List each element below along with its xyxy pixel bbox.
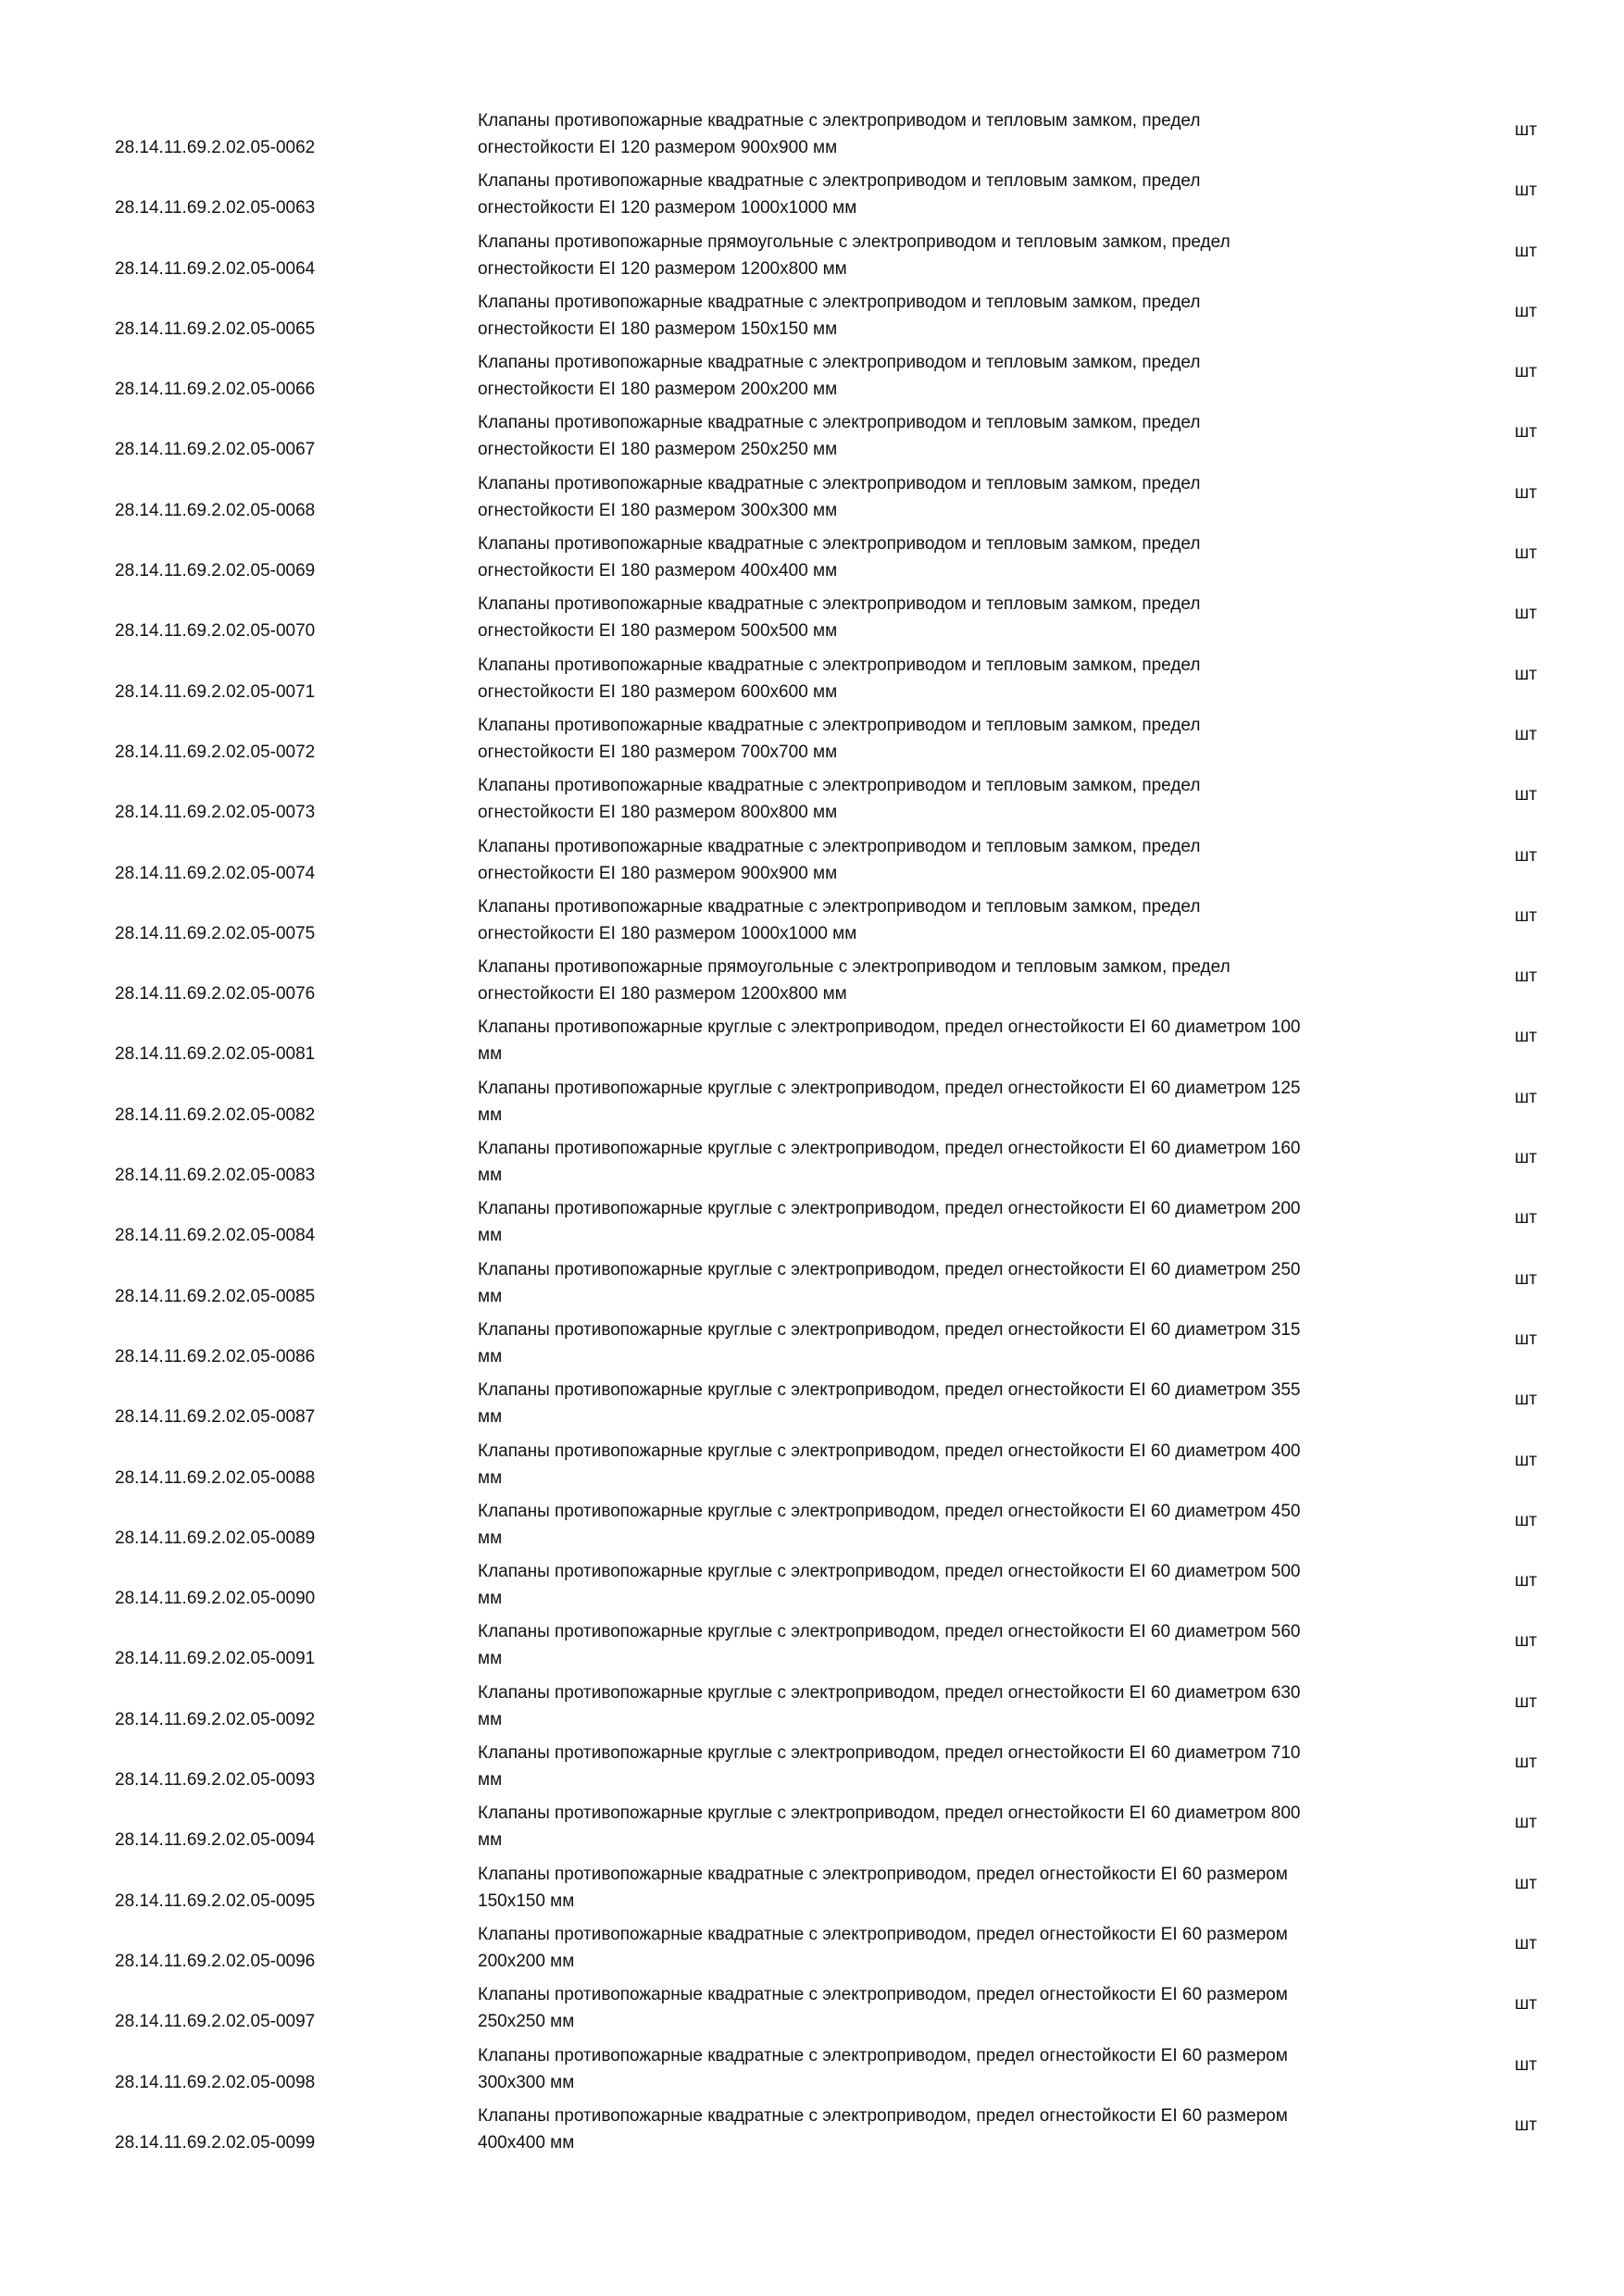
item-description [478, 652, 1441, 705]
item-description-line1: Клапаны противопожарные квадратные с электроприводом и тепловым замком, предел [478, 111, 1201, 131]
item-description-line1: Клапаны противопожарные круглые с электроприводом, предел огнестойкости EI 60 диаметром 450 [478, 1501, 1301, 1521]
item-unit: шт [1515, 362, 1537, 382]
table-row [0, 1132, 1624, 1192]
item-description-line1: Клапаны противопожарные круглые с электроприводом, предел огнестойкости EI 60 диаметром 500 [478, 1562, 1301, 1582]
item-description [478, 1921, 1441, 1975]
item-description-line1: Клапаны противопожарные круглые с электроприводом, предел огнестойкости EI 60 диаметром 315 [478, 1319, 1301, 1340]
item-code: 28.14.11.69.2.02.05-0089 [115, 1528, 316, 1548]
item-description-line2: огнестойкости EI 180 размером 200х200 мм [478, 380, 838, 400]
item-description-line1: Клапаны противопожарные круглые с электроприводом, предел огнестойкости EI 60 диаметром 400 [478, 1441, 1301, 1461]
item-unit: шт [1515, 905, 1537, 926]
table-row [0, 1555, 1624, 1616]
item-unit: шт [1515, 301, 1537, 321]
item-code: 28.14.11.69.2.02.05-0087 [115, 1407, 316, 1428]
item-description-line1: Клапаны противопожарные круглые с электроприводом, предел огнестойкости EI 60 диаметром 200 [478, 1199, 1301, 1219]
item-description-line2: мм [478, 1649, 503, 1669]
item-description [478, 1679, 1441, 1733]
item-description [478, 409, 1441, 463]
item-description [478, 229, 1441, 282]
item-description [478, 1618, 1441, 1672]
item-code: 28.14.11.69.2.02.05-0073 [115, 803, 316, 823]
item-description-line1: Клапаны противопожарные круглые с электроприводом, предел огнестойкости EI 60 диаметром 710 [478, 1743, 1301, 1764]
item-unit: шт [1515, 1510, 1537, 1530]
item-unit: шт [1515, 1813, 1537, 1833]
item-description-line2: огнестойкости EI 180 размером 300х300 мм [478, 500, 838, 520]
item-description-line1: Клапаны противопожарные прямоугольные с электроприводом и тепловым замком, предел [478, 957, 1230, 978]
item-unit: шт [1515, 1933, 1537, 1953]
item-description-line2: огнестойкости EI 180 размером 600х600 мм [478, 681, 838, 702]
item-code: 28.14.11.69.2.02.05-0092 [115, 1709, 316, 1729]
table-row [0, 649, 1624, 709]
item-code: 28.14.11.69.2.02.05-0084 [115, 1226, 316, 1246]
item-description [478, 1014, 1441, 1067]
item-description-line1: Клапаны противопожарные круглые с электроприводом, предел огнестойкости EI 60 диаметром 250 [478, 1259, 1301, 1279]
item-unit: шт [1515, 604, 1537, 624]
item-description-line1: Клапаны противопожарные квадратные с электроприводом и тепловым замком, предел [478, 292, 1201, 312]
item-description-line1: Клапаны противопожарные квадратные с электроприводом и тепловым замком, предел [478, 473, 1201, 493]
table-row [0, 830, 1624, 891]
table-row [0, 588, 1624, 648]
item-description [478, 954, 1441, 1007]
item-description-line2: огнестойкости EI 180 размером 800х800 мм [478, 803, 838, 823]
item-description-line1: Клапаны противопожарные квадратные с электроприводом, предел огнестойкости EI 60 размером [478, 1924, 1288, 1944]
item-unit: шт [1515, 1571, 1537, 1591]
item-description [478, 107, 1441, 161]
item-unit: шт [1515, 2054, 1537, 2075]
item-code: 28.14.11.69.2.02.05-0064 [115, 258, 316, 279]
table-row [0, 951, 1624, 1011]
item-unit: шт [1515, 1268, 1537, 1289]
item-unit: шт [1515, 543, 1537, 564]
item-code: 28.14.11.69.2.02.05-0097 [115, 2012, 316, 2032]
item-unit: шт [1515, 1873, 1537, 1893]
table-row [0, 1435, 1624, 1495]
table-row [0, 709, 1624, 769]
item-description-line1: Клапаны противопожарные квадратные с электроприводом и тепловым замком, предел [478, 353, 1201, 373]
item-description-line2: мм [478, 1104, 503, 1125]
item-code: 28.14.11.69.2.02.05-0091 [115, 1649, 316, 1669]
item-unit: шт [1515, 1208, 1537, 1229]
item-description [478, 530, 1441, 584]
item-description [478, 1377, 1441, 1430]
item-code: 28.14.11.69.2.02.05-0075 [115, 923, 316, 943]
table-row [0, 468, 1624, 528]
item-unit: шт [1515, 482, 1537, 503]
item-description [478, 893, 1441, 947]
item-unit: шт [1515, 1390, 1537, 1410]
item-description-line2: мм [478, 1830, 503, 1851]
item-code: 28.14.11.69.2.02.05-0099 [115, 2132, 316, 2152]
item-description-line1: Клапаны противопожарные квадратные с электроприводом и тепловым замком, предел [478, 776, 1201, 796]
table-row [0, 1254, 1624, 1314]
item-description [478, 1195, 1441, 1249]
item-unit: шт [1515, 181, 1537, 201]
item-description-line2: огнестойкости EI 180 размером 500х500 мм [478, 621, 838, 642]
table-row [0, 286, 1624, 346]
item-description [478, 2103, 1441, 2156]
table-row [0, 891, 1624, 951]
item-description [478, 1256, 1441, 1310]
item-description-line2: огнестойкости EI 180 размером 700х700 мм [478, 742, 838, 762]
item-description-line1: Клапаны противопожарные квадратные с электроприводом и тепловым замком, предел [478, 896, 1201, 917]
item-description-line1: Клапаны противопожарные квадратные с электроприводом, предел огнестойкости EI 60 размером [478, 1864, 1288, 1884]
item-unit: шт [1515, 1087, 1537, 1107]
item-description [478, 349, 1441, 403]
item-unit: шт [1515, 422, 1537, 443]
item-code: 28.14.11.69.2.02.05-0072 [115, 742, 316, 762]
item-description-line1: Клапаны противопожарные квадратные с электроприводом и тепловым замком, предел [478, 534, 1201, 555]
item-code: 28.14.11.69.2.02.05-0067 [115, 440, 316, 460]
item-description-line2: мм [478, 1226, 503, 1246]
table-row [0, 226, 1624, 286]
item-code: 28.14.11.69.2.02.05-0081 [115, 1044, 316, 1065]
item-description-line1: Клапаны противопожарные круглые с электроприводом, предел огнестойкости EI 60 диаметром 800 [478, 1803, 1301, 1824]
table-row [0, 1858, 1624, 1918]
item-code: 28.14.11.69.2.02.05-0088 [115, 1467, 316, 1488]
item-code: 28.14.11.69.2.02.05-0093 [115, 1770, 316, 1791]
item-description [478, 470, 1441, 524]
item-code: 28.14.11.69.2.02.05-0065 [115, 318, 316, 339]
item-description-line2: огнестойкости EI 180 размером 150х150 мм [478, 318, 838, 339]
item-code: 28.14.11.69.2.02.05-0090 [115, 1589, 316, 1609]
table-row [0, 1011, 1624, 1071]
item-description-line2: мм [478, 1166, 503, 1186]
item-description-line2: мм [478, 1044, 503, 1065]
table-row [0, 1797, 1624, 1857]
table-row [0, 1374, 1624, 1434]
item-code: 28.14.11.69.2.02.05-0070 [115, 621, 316, 642]
item-unit: шт [1515, 1450, 1537, 1470]
item-code: 28.14.11.69.2.02.05-0069 [115, 561, 316, 581]
item-description-line2: мм [478, 1286, 503, 1306]
item-description-line2: огнестойкости EI 180 размером 250х250 мм [478, 440, 838, 460]
item-unit: шт [1515, 1994, 1537, 2015]
item-description-line2: огнестойкости EI 180 размером 900х900 мм [478, 863, 838, 883]
item-code: 28.14.11.69.2.02.05-0068 [115, 500, 316, 520]
item-description-line2: огнестойкости EI 180 размером 1000х1000 мм [478, 923, 857, 943]
item-unit: шт [1515, 1691, 1537, 1712]
table-row [0, 2040, 1624, 2100]
item-unit: шт [1515, 967, 1537, 987]
item-description [478, 1438, 1441, 1491]
item-description [478, 591, 1441, 644]
item-description [478, 1558, 1441, 1612]
table-row [0, 1737, 1624, 1797]
table-row [0, 1918, 1624, 1978]
item-unit: шт [1515, 664, 1537, 684]
item-code: 28.14.11.69.2.02.05-0062 [115, 138, 316, 157]
item-code: 28.14.11.69.2.02.05-0071 [115, 681, 316, 702]
item-description-line1: Клапаны противопожарные квадратные с электроприводом и тепловым замком, предел [478, 594, 1201, 615]
item-unit: шт [1515, 1753, 1537, 1773]
item-description-line1: Клапаны противопожарные круглые с электроприводом, предел огнестойкости EI 60 диаметром 355 [478, 1380, 1301, 1401]
item-unit: шт [1515, 120, 1537, 140]
item-description [478, 1861, 1441, 1915]
item-code: 28.14.11.69.2.02.05-0076 [115, 984, 316, 1004]
item-code: 28.14.11.69.2.02.05-0095 [115, 1890, 316, 1911]
item-description [478, 1498, 1441, 1552]
item-description-line2: 150х150 мм [478, 1890, 575, 1911]
item-description-line2: мм [478, 1346, 503, 1366]
item-description-line2: огнестойкости EI 120 размером 1000х1000 мм [478, 198, 857, 218]
table-row [0, 1192, 1624, 1253]
item-unit: шт [1515, 1631, 1537, 1652]
item-unit: шт [1515, 845, 1537, 866]
item-description-line1: Клапаны противопожарные квадратные с электроприводом и тепловым замком, предел [478, 655, 1201, 675]
item-description-line2: 200х200 мм [478, 1951, 575, 1971]
item-code: 28.14.11.69.2.02.05-0098 [115, 2072, 316, 2092]
item-code: 28.14.11.69.2.02.05-0074 [115, 863, 316, 883]
table-row [0, 1978, 1624, 2039]
item-description-line2: мм [478, 1467, 503, 1488]
item-description-line1: Клапаны противопожарные квадратные с электроприводом и тепловым замком, предел [478, 171, 1201, 192]
item-unit: шт [1515, 2115, 1537, 2135]
item-description-line2: огнестойкости EI 180 размером 1200х800 мм [478, 984, 847, 1004]
item-unit: шт [1515, 724, 1537, 744]
item-description-line2: мм [478, 1407, 503, 1428]
table-row [0, 346, 1624, 406]
item-description-line1: Клапаны противопожарные квадратные с электроприводом, предел огнестойкости EI 60 размером [478, 1985, 1288, 2005]
item-description-line1: Клапаны противопожарные квадратные с электроприводом, предел огнестойкости EI 60 размером [478, 2105, 1288, 2126]
item-table [0, 105, 1624, 2160]
item-code: 28.14.11.69.2.02.05-0066 [115, 380, 316, 400]
item-description-line2: огнестойкости EI 120 размером 1200х800 мм [478, 258, 847, 279]
table-row [0, 1495, 1624, 1555]
item-description [478, 168, 1441, 221]
table-row [0, 1072, 1624, 1132]
item-description-line2: мм [478, 1770, 503, 1791]
item-description [478, 833, 1441, 887]
table-row [0, 528, 1624, 588]
table-row [0, 406, 1624, 467]
table-row [0, 2100, 1624, 2160]
table-row [0, 165, 1624, 225]
item-description-line1: Клапаны противопожарные квадратные с электроприводом и тепловым замком, предел [478, 715, 1201, 735]
item-unit: шт [1515, 785, 1537, 805]
item-code: 28.14.11.69.2.02.05-0083 [115, 1166, 316, 1186]
item-description-line1: Клапаны противопожарные круглые с электроприводом, предел огнестойкости EI 60 диаметром 630 [478, 1682, 1301, 1703]
table-row [0, 105, 1624, 165]
item-description-line2: огнестойкости EI 180 размером 400х400 мм [478, 561, 838, 581]
item-description-line1: Клапаны противопожарные круглые с электроприводом, предел огнестойкости EI 60 диаметром 560 [478, 1622, 1301, 1642]
table-row [0, 1677, 1624, 1737]
item-description [478, 1800, 1441, 1853]
item-description-line1: Клапаны противопожарные квадратные с электроприводом и тепловым замком, предел [478, 836, 1201, 856]
item-description-line1: Клапаны противопожарные круглые с электроприводом, предел огнестойкости EI 60 диаметром 100 [478, 1017, 1301, 1038]
item-code: 28.14.11.69.2.02.05-0094 [115, 1830, 316, 1851]
table-row [0, 1616, 1624, 1676]
item-description-line2: 250х250 мм [478, 2012, 575, 2032]
item-description [478, 712, 1441, 766]
item-unit: шт [1515, 241, 1537, 261]
item-unit: шт [1515, 1148, 1537, 1168]
item-description-line2: мм [478, 1528, 503, 1548]
item-unit: шт [1515, 1027, 1537, 1047]
item-description-line1: Клапаны противопожарные квадратные с электроприводом, предел огнестойкости EI 60 размером [478, 2045, 1288, 2065]
item-code: 28.14.11.69.2.02.05-0085 [115, 1286, 316, 1306]
item-description [478, 1740, 1441, 1793]
item-description [478, 1135, 1441, 1189]
item-description-line2: мм [478, 1589, 503, 1609]
item-description-line1: Клапаны противопожарные квадратные с электроприводом и тепловым замком, предел [478, 413, 1201, 433]
item-description [478, 1981, 1441, 2035]
item-description [478, 1075, 1441, 1129]
item-description-line1: Клапаны противопожарные круглые с электроприводом, предел огнестойкости EI 60 диаметром 125 [478, 1078, 1301, 1098]
item-description-line2: 400х400 мм [478, 2132, 575, 2152]
item-code: 28.14.11.69.2.02.05-0086 [115, 1346, 316, 1366]
item-description-line2: мм [478, 1709, 503, 1729]
item-unit: шт [1515, 1329, 1537, 1349]
item-description-line2: огнестойкости EI 120 размером 900х900 мм [478, 138, 838, 157]
table-row [0, 1314, 1624, 1374]
item-description [478, 1316, 1441, 1370]
item-description-line1: Клапаны противопожарные круглые с электроприводом, предел огнестойкости EI 60 диаметром 160 [478, 1139, 1301, 1159]
item-description-line2: 300х300 мм [478, 2072, 575, 2092]
item-description [478, 772, 1441, 826]
item-description [478, 2042, 1441, 2096]
item-code: 28.14.11.69.2.02.05-0082 [115, 1104, 316, 1125]
item-code: 28.14.11.69.2.02.05-0096 [115, 1951, 316, 1971]
item-description [478, 289, 1441, 343]
table-row [0, 769, 1624, 830]
item-description-line1: Клапаны противопожарные прямоугольные с электроприводом и тепловым замком, предел [478, 231, 1230, 252]
item-code: 28.14.11.69.2.02.05-0063 [115, 198, 316, 218]
